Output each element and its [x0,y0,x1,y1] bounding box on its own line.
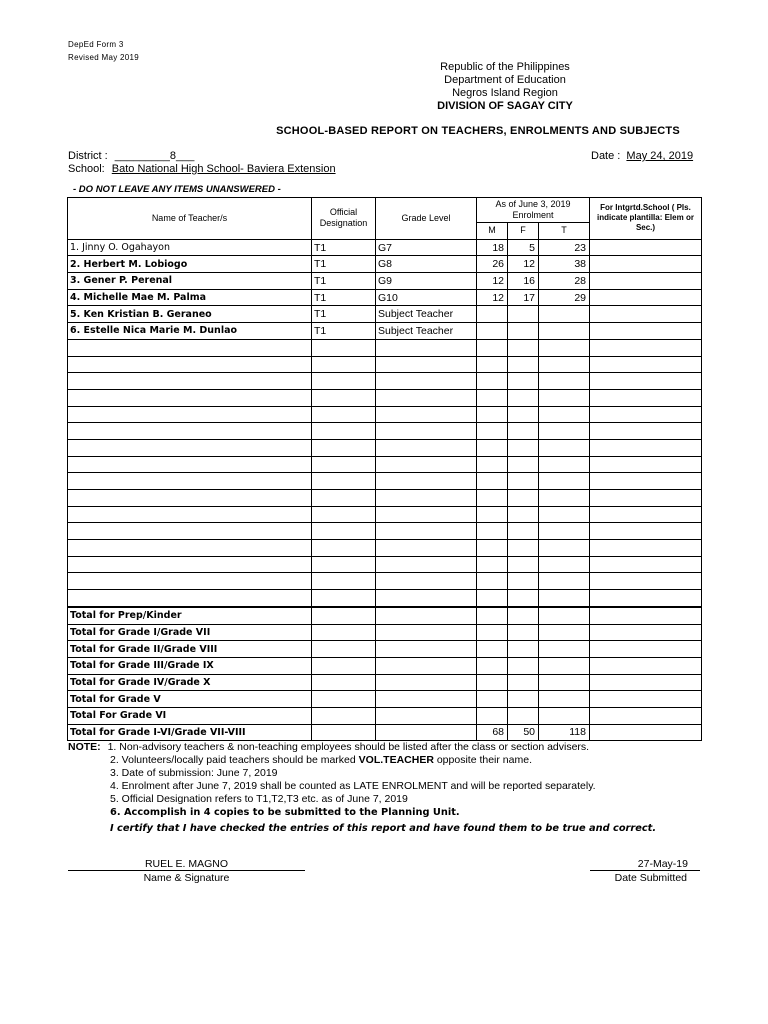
empty-cell [68,339,312,356]
empty-cell [312,373,376,390]
empty-row [68,540,702,557]
total-t-cell [539,641,590,658]
school-row [68,163,336,175]
header-line-1: Republic of the Philippines [440,61,570,73]
header-as-of: As of June 3, 2019 [495,199,571,209]
total-designation-cell [312,657,376,674]
empty-cell [376,356,477,373]
total-f-cell [508,607,539,624]
note-2-text-a: 2. Volunteers/locally paid teachers should be marked [110,754,356,766]
total-t-cell: 118 [539,724,590,741]
teacher-f-cell [508,306,539,323]
empty-cell [590,339,702,356]
total-grade-cell [376,641,477,658]
empty-cell [508,590,539,607]
empty-cell [312,490,376,507]
empty-cell [312,439,376,456]
note-2 [68,754,656,767]
total-m-cell [477,674,508,691]
district-value: _________8___ [114,150,195,162]
empty-cell [590,389,702,406]
total-t-cell [539,691,590,708]
school-label: School: [68,163,105,175]
certification-statement: I certify that I have checked the entries of this report and have found them to be true and correct. [110,823,657,834]
teacher-row [68,289,702,306]
empty-cell [312,456,376,473]
teacher-grade-cell: Subject Teacher [376,306,477,323]
empty-cell [376,523,477,540]
empty-cell [477,523,508,540]
empty-cell [539,456,590,473]
header-designation: Official Designation [312,198,376,240]
empty-cell [508,423,539,440]
teacher-name-cell: 4. Michelle Mae M. Palma [68,289,312,306]
empty-cell [376,556,477,573]
empty-cell [590,506,702,523]
teacher-grade-cell: G9 [376,273,477,290]
total-m-cell [477,657,508,674]
empty-cell [68,490,312,507]
teacher-integrated-cell [590,306,702,323]
empty-cell [539,373,590,390]
empty-row [68,573,702,590]
total-f-cell [508,674,539,691]
empty-cell [508,506,539,523]
teacher-row [68,273,702,290]
teacher-grade-cell: G10 [376,289,477,306]
date-row [591,150,768,162]
empty-cell [539,439,590,456]
school-value: Bato National High School- Baviera Extension [111,163,336,175]
empty-cell [477,356,508,373]
empty-cell [539,356,590,373]
total-t-cell [539,657,590,674]
empty-cell [312,473,376,490]
empty-cell [68,439,312,456]
total-grade-cell [376,607,477,624]
empty-cell [590,373,702,390]
empty-cell [376,389,477,406]
empty-cell [590,490,702,507]
empty-cell [477,423,508,440]
header-division: DIVISION OF SAGAY CITY [437,100,573,112]
empty-cell [539,389,590,406]
total-integrated-cell [590,657,702,674]
teacher-integrated-cell [590,323,702,340]
report-title: SCHOOL-BASED REPORT ON TEACHERS, ENROLMENTS AND SUBJECTS [276,125,680,137]
teacher-grade-cell: Subject Teacher [376,323,477,340]
total-designation-cell [312,691,376,708]
teacher-integrated-cell [590,256,702,273]
empty-cell [590,456,702,473]
empty-cell [590,540,702,557]
empty-cell [508,439,539,456]
teacher-desig-cell: T1 [312,289,376,306]
empty-cell [508,473,539,490]
empty-cell [508,573,539,590]
empty-cell [376,406,477,423]
empty-row [68,389,702,406]
empty-cell [68,373,312,390]
total-m-cell [477,607,508,624]
empty-cell [590,473,702,490]
empty-cell [477,540,508,557]
empty-cell [68,456,312,473]
notes-section [68,741,656,835]
empty-cell [539,423,590,440]
header-line-2: Department of Education [444,74,566,86]
empty-cell [477,473,508,490]
teacher-name-cell: 2. Herbert M. Lobiogo [68,256,312,273]
empty-cell [508,456,539,473]
total-m-cell [477,624,508,641]
empty-cell [376,339,477,356]
empty-cell [477,389,508,406]
empty-cell [376,540,477,557]
teacher-m-cell [477,323,508,340]
empty-cell [539,540,590,557]
empty-row [68,590,702,607]
teacher-desig-cell: T1 [312,256,376,273]
empty-cell [508,523,539,540]
teacher-name-cell: 5. Ken Kristian B. Geraneo [68,306,312,323]
empty-cell [590,590,702,607]
note-2-text-b: opposite their name. [436,754,532,766]
total-designation-cell [312,624,376,641]
empty-cell [590,356,702,373]
total-f-cell: 50 [508,724,539,741]
empty-cell [68,389,312,406]
total-designation-cell [312,641,376,658]
total-row [68,724,702,741]
empty-cell [590,556,702,573]
empty-cell [477,339,508,356]
header-enrolment [477,198,590,223]
empty-cell [376,473,477,490]
form-revision: Revised May 2019 [68,53,140,62]
teacher-row [68,306,702,323]
total-integrated-cell [590,674,702,691]
total-f-cell [508,707,539,724]
empty-cell [376,490,477,507]
empty-cell [312,540,376,557]
total-m-cell [477,641,508,658]
empty-cell [376,423,477,440]
empty-cell [508,540,539,557]
total-designation-cell [312,724,376,741]
total-row [68,624,702,641]
total-label-cell: Total for Grade II/Grade VIII [68,641,312,658]
empty-cell [539,523,590,540]
total-designation-cell [312,674,376,691]
district-label: District : [68,150,108,162]
header-male: M [477,223,508,240]
empty-cell [312,523,376,540]
empty-cell [539,473,590,490]
total-integrated-cell [590,607,702,624]
total-f-cell [508,691,539,708]
empty-cell [68,473,312,490]
note-4: 4. Enrolment after June 7, 2019 shall be counted as LATE ENROLMENT and will be reported separately. [110,780,596,792]
empty-row [68,506,702,523]
empty-cell [590,523,702,540]
header-total: T [539,223,590,240]
teacher-t-cell: 38 [539,256,590,273]
teacher-m-cell: 18 [477,239,508,256]
teacher-t-cell [539,323,590,340]
empty-cell [312,556,376,573]
empty-cell [312,573,376,590]
total-label-cell: Total For Grade VI [68,707,312,724]
empty-cell [477,556,508,573]
total-label-cell: Total for Grade IV/Grade X [68,674,312,691]
empty-cell [477,439,508,456]
date-submitted-label: Date Submitted [614,872,687,884]
signatory-name: RUEL E. MAGNO [68,858,305,871]
teacher-name-cell: 3. Gener P. Perenal [68,273,312,290]
header-line-3: Negros Island Region [452,87,558,99]
total-label-cell: Total for Grade I-VI/Grade VII-VIII [68,724,312,741]
total-integrated-cell [590,624,702,641]
district-row [68,150,194,162]
empty-cell [68,406,312,423]
empty-row [68,490,702,507]
note-1: 1. Non-advisory teachers & non-teaching employees should be listed after the class or section advisers. [107,741,590,753]
empty-row [68,523,702,540]
date-label: Date : [591,150,621,162]
empty-cell [508,556,539,573]
teacher-t-cell: 29 [539,289,590,306]
note-3: 3. Date of submission: June 7, 2019 [110,767,278,779]
total-m-cell [477,691,508,708]
total-row [68,674,702,691]
signatory-label: Name & Signature [143,872,230,884]
header-enrolment-label: Enrolment [512,210,554,220]
table-header-row [68,198,702,223]
total-f-cell [508,624,539,641]
empty-row [68,373,702,390]
total-row [68,691,702,708]
teacher-integrated-cell [590,239,702,256]
empty-cell [539,339,590,356]
teacher-f-cell: 12 [508,256,539,273]
total-m-cell: 68 [477,724,508,741]
empty-cell [590,573,702,590]
total-row [68,657,702,674]
empty-cell [539,490,590,507]
warning-text: - DO NOT LEAVE ANY ITEMS UNANSWERED - [73,184,281,195]
empty-cell [539,556,590,573]
form-number: DepEd Form 3 [68,40,124,49]
teacher-row [68,256,702,273]
total-label-cell: Total for Grade III/Grade IX [68,657,312,674]
teacher-f-cell [508,323,539,340]
empty-cell [477,506,508,523]
empty-cell [312,423,376,440]
empty-cell [508,406,539,423]
total-grade-cell [376,624,477,641]
empty-cell [539,573,590,590]
empty-row [68,439,702,456]
teacher-t-cell [539,306,590,323]
total-integrated-cell [590,707,702,724]
total-t-cell [539,707,590,724]
empty-cell [68,556,312,573]
teacher-desig-cell: T1 [312,273,376,290]
total-grade-cell [376,691,477,708]
total-integrated-cell [590,691,702,708]
note-2-emphasis: VOL.TEACHER [358,754,434,766]
empty-row [68,556,702,573]
teacher-desig-cell: T1 [312,306,376,323]
empty-cell [312,389,376,406]
empty-cell [477,406,508,423]
empty-cell [508,373,539,390]
empty-cell [508,389,539,406]
total-label-cell: Total for Prep/Kinder [68,607,312,624]
total-t-cell [539,674,590,691]
empty-cell [312,356,376,373]
empty-cell [539,506,590,523]
teacher-m-cell: 26 [477,256,508,273]
note-6: 6. Accomplish in 4 copies to be submitted to the Planning Unit. [110,807,460,818]
teacher-grade-cell: G8 [376,256,477,273]
total-designation-cell [312,707,376,724]
empty-cell [539,406,590,423]
empty-cell [477,373,508,390]
empty-cell [376,573,477,590]
empty-cell [477,456,508,473]
empty-row [68,456,702,473]
teacher-row [68,323,702,340]
empty-cell [508,356,539,373]
teacher-t-cell: 23 [539,239,590,256]
teacher-m-cell: 12 [477,289,508,306]
teacher-desig-cell: T1 [312,239,376,256]
empty-cell [376,506,477,523]
empty-cell [376,439,477,456]
empty-row [68,339,702,356]
empty-cell [508,490,539,507]
empty-cell [590,439,702,456]
empty-cell [68,523,312,540]
teachers-table [67,197,702,741]
empty-cell [68,423,312,440]
empty-cell [508,339,539,356]
note-5: 5. Official Designation refers to T1,T2,T3 etc. as of June 7, 2019 [110,793,408,805]
empty-cell [590,423,702,440]
total-grade-cell [376,724,477,741]
empty-cell [376,373,477,390]
empty-cell [68,540,312,557]
teacher-name-cell: 6. Estelle Nica Marie M. Dunlao [68,323,312,340]
empty-cell [477,590,508,607]
empty-row [68,473,702,490]
total-f-cell [508,641,539,658]
header-female: F [508,223,539,240]
total-row [68,641,702,658]
teacher-integrated-cell [590,273,702,290]
empty-cell [68,573,312,590]
empty-row [68,406,702,423]
date-submitted-value: 27-May-19 [590,858,700,871]
total-label-cell: Total for Grade I/Grade VII [68,624,312,641]
notes-label: NOTE: [68,741,101,753]
teacher-desig-cell: T1 [312,323,376,340]
total-grade-cell [376,707,477,724]
form-code [68,38,139,64]
empty-cell [477,573,508,590]
empty-cell [312,506,376,523]
total-designation-cell [312,607,376,624]
teacher-name-cell: 1. Jinny O. Ogahayon [68,239,312,256]
header-name: Name of Teacher/s [68,198,312,240]
total-label-cell: Total for Grade V [68,691,312,708]
teacher-f-cell: 16 [508,273,539,290]
total-m-cell [477,707,508,724]
empty-cell [68,506,312,523]
empty-cell [590,406,702,423]
empty-cell [68,356,312,373]
total-t-cell [539,607,590,624]
empty-cell [312,590,376,607]
teacher-f-cell: 5 [508,239,539,256]
total-row [68,607,702,624]
empty-cell [376,590,477,607]
empty-cell [312,339,376,356]
teacher-m-cell [477,306,508,323]
header-grade-level: Grade Level [376,198,477,240]
total-integrated-cell [590,724,702,741]
empty-cell [68,590,312,607]
empty-cell [477,490,508,507]
empty-cell [312,406,376,423]
total-grade-cell [376,657,477,674]
date-value: May 24, 2019 [626,150,694,162]
teacher-integrated-cell [590,289,702,306]
agency-header [400,61,610,113]
empty-cell [539,590,590,607]
total-f-cell [508,657,539,674]
total-t-cell [539,624,590,641]
total-grade-cell [376,674,477,691]
empty-row [68,356,702,373]
empty-row [68,423,702,440]
teacher-t-cell: 28 [539,273,590,290]
teacher-f-cell: 17 [508,289,539,306]
total-integrated-cell [590,641,702,658]
header-integrated-school: For Intgrtd.School ( Pls. indicate plantilla: Elem or Sec.) [590,198,702,240]
total-row [68,707,702,724]
teacher-grade-cell: G7 [376,239,477,256]
teacher-row [68,239,702,256]
teacher-m-cell: 12 [477,273,508,290]
empty-cell [376,456,477,473]
